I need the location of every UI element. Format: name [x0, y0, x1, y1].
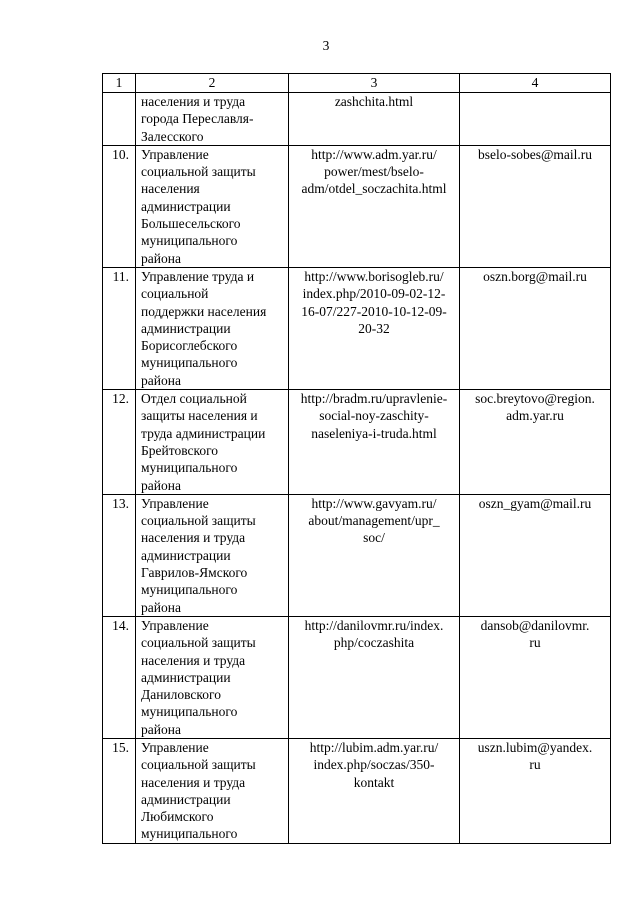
email-address: uszn.lubim@yandex. ru [460, 738, 611, 843]
email-address: oszn.borg@mail.ru [460, 267, 611, 389]
table-row [103, 390, 611, 495]
email-address: dansob@danilovmr. ru [460, 616, 611, 738]
email-address: soc.breytovo@region. adm.yar.ru [460, 390, 611, 495]
contacts-table [102, 73, 611, 844]
website-url: http://bradm.ru/upravlenie- social-noy-zaschity- naseleniya-i-truda.html [289, 390, 460, 495]
column-header: 3 [289, 74, 460, 93]
organization-name: Управление социальной защиты населения и труда администрации Любимского муниципального [136, 738, 289, 843]
row-number: 10. [103, 145, 136, 267]
organization-name: Отдел социальной защиты населения и труда администрации Брейтовского муниципального района [136, 390, 289, 495]
table-row [103, 145, 611, 267]
row-number [103, 93, 136, 146]
website-url: http://www.borisogleb.ru/ index.php/2010-09-02-12- 16-07/227-2010-10-12-09- 20-32 [289, 267, 460, 389]
website-url: http://www.gavyam.ru/ about/management/upr_ soc/ [289, 494, 460, 616]
email-address [460, 93, 611, 146]
organization-name: Управление социальной защиты населения и труда администрации Гаврилов-Ямского муниципального района [136, 494, 289, 616]
website-url: http://lubim.adm.yar.ru/ index.php/soczas/350- kontakt [289, 738, 460, 843]
page-number: 3 [322, 38, 330, 53]
table-row [103, 494, 611, 616]
email-address: oszn_gyam@mail.ru [460, 494, 611, 616]
table-row [103, 267, 611, 389]
table-row [103, 93, 611, 146]
row-number: 11. [103, 267, 136, 389]
column-header: 1 [103, 74, 136, 93]
row-number: 12. [103, 390, 136, 495]
website-url: http://www.adm.yar.ru/ power/mest/bselo- adm/otdel_soczachita.html [289, 145, 460, 267]
table-header-row [103, 74, 611, 93]
organization-name: Управление социальной защиты населения и труда администрации Даниловского муниципального района [136, 616, 289, 738]
row-number: 15. [103, 738, 136, 843]
email-address: bselo-sobes@mail.ru [460, 145, 611, 267]
column-header: 2 [136, 74, 289, 93]
table-row [103, 616, 611, 738]
column-header: 4 [460, 74, 611, 93]
organization-name: Управление труда и социальной поддержки населения администрации Борисоглебского муниципального района [136, 267, 289, 389]
row-number: 14. [103, 616, 136, 738]
website-url: zashchita.html [289, 93, 460, 146]
row-number: 13. [103, 494, 136, 616]
table-row [103, 738, 611, 843]
website-url: http://danilovmr.ru/index. php/coczashita [289, 616, 460, 738]
organization-name: населения и труда города Переславля- Залесского [136, 93, 289, 146]
organization-name: Управление социальной защиты населения администрации Большесельского муниципального района [136, 145, 289, 267]
